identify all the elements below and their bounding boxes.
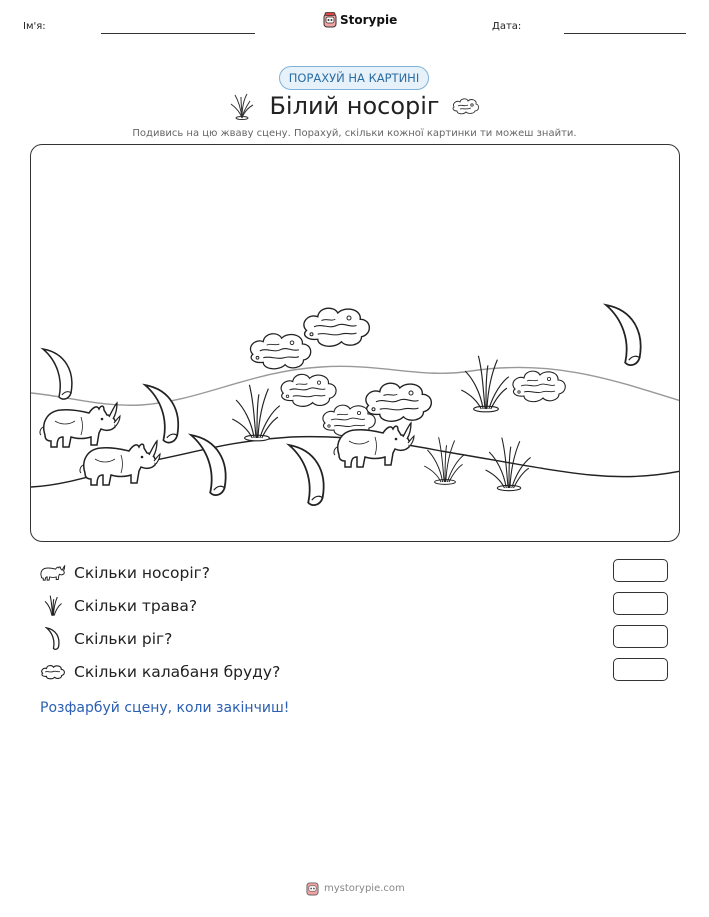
name-line[interactable] xyxy=(101,33,255,34)
rhino xyxy=(40,403,120,447)
coloring-note: Розфарбуй сцену, коли закінчиш! xyxy=(40,700,290,716)
logo-text: Storypie xyxy=(340,13,398,27)
grass-tuft xyxy=(486,438,531,491)
question-text: Скільки калабаня бруду? xyxy=(74,663,281,681)
mud-title-icon xyxy=(451,95,481,117)
answer-box-grass[interactable] xyxy=(613,592,668,615)
mud-puddle xyxy=(304,308,369,346)
horn xyxy=(43,349,72,399)
answer-box-rhino[interactable] xyxy=(613,559,668,582)
question-grass xyxy=(40,594,197,618)
answer-box-horn[interactable] xyxy=(613,625,668,648)
question-horn xyxy=(40,627,172,651)
question-text: Скільки ріг? xyxy=(74,630,173,648)
mud-puddle xyxy=(281,374,336,406)
site-footer xyxy=(306,881,405,896)
mud-puddle xyxy=(513,371,565,401)
grass-title-icon xyxy=(229,92,255,120)
horn xyxy=(145,385,178,443)
mud-icon xyxy=(40,660,66,684)
rhino xyxy=(80,441,160,485)
question-mud xyxy=(40,660,280,684)
grass-tuft xyxy=(424,437,464,484)
logo-character-icon xyxy=(323,12,337,28)
page-title: Білий носоріг xyxy=(269,92,440,120)
question-text: Скільки трава? xyxy=(74,597,198,615)
mud-puddle xyxy=(366,383,431,421)
storypie-logo xyxy=(323,12,397,28)
storypie-mascot-icon xyxy=(306,881,319,896)
answer-box-mud[interactable] xyxy=(613,658,668,681)
date-label: Дата: xyxy=(492,21,522,32)
question-rhino xyxy=(40,561,210,585)
horn xyxy=(606,305,641,365)
instructions: Подивись на цю жваву сцену. Порахуй, скільки кожної картинки ти можеш знайти. xyxy=(132,128,577,139)
site-url[interactable]: mystorypie.com xyxy=(324,883,405,894)
question-text: Скільки носоріг? xyxy=(74,564,211,582)
mud-puddle xyxy=(250,334,310,369)
activity-badge: ПОРАХУЙ НА КАРТИНІ xyxy=(279,66,429,90)
counting-scene xyxy=(30,144,680,542)
horn xyxy=(191,435,226,495)
name-label: Ім'я: xyxy=(23,21,46,32)
title-row xyxy=(0,92,709,120)
grass-icon xyxy=(40,594,66,618)
grass-tuft xyxy=(461,356,509,412)
horn xyxy=(289,445,324,505)
grass-tuft xyxy=(232,385,279,441)
rhino-icon xyxy=(40,561,66,585)
horn-icon xyxy=(40,627,66,651)
date-line[interactable] xyxy=(564,33,686,34)
scene-illustration xyxy=(31,145,680,542)
